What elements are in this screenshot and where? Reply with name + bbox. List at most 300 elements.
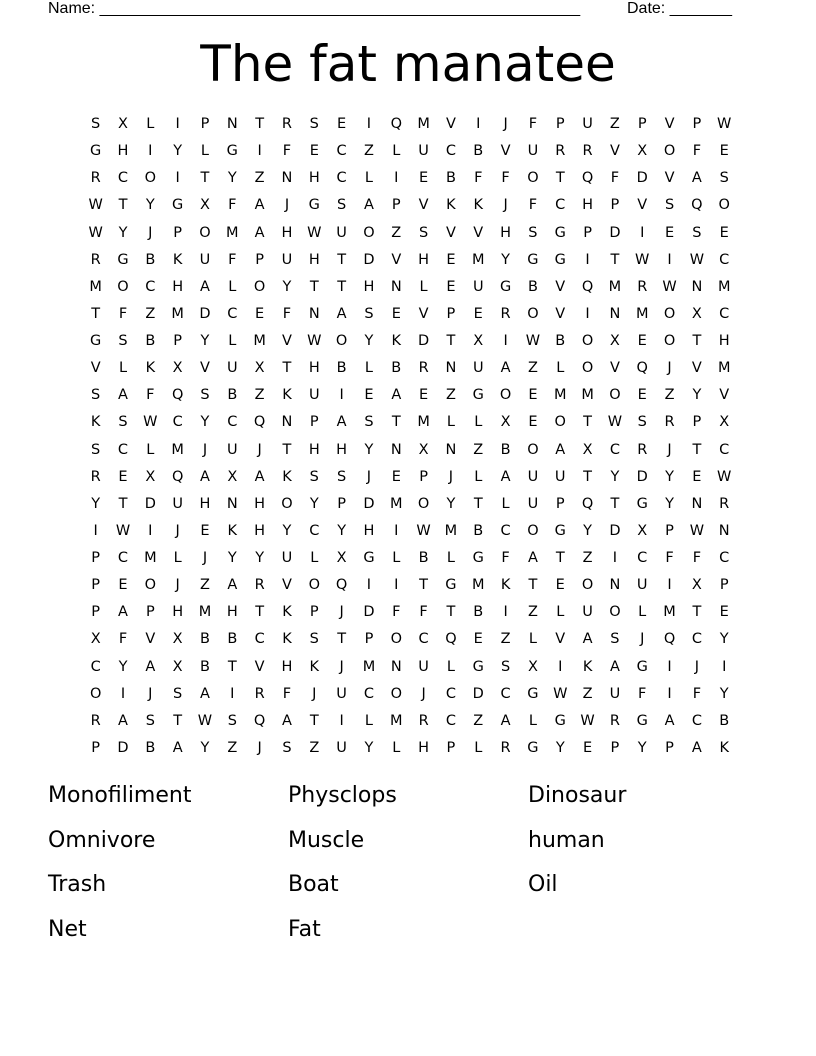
grid-letter[interactable]: A bbox=[200, 468, 210, 485]
grid-letter[interactable]: B bbox=[391, 360, 402, 377]
grid-letter[interactable]: W bbox=[580, 712, 595, 729]
grid-letter[interactable]: Y bbox=[501, 251, 511, 268]
grid-letter[interactable]: J bbox=[257, 441, 262, 458]
grid-letter[interactable]: Y bbox=[118, 658, 128, 675]
grid-letter[interactable]: T bbox=[692, 333, 702, 349]
grid-letter[interactable]: S bbox=[282, 739, 292, 756]
grid-letter[interactable]: N bbox=[226, 116, 238, 132]
grid-letter[interactable]: M bbox=[171, 441, 184, 458]
grid-letter[interactable]: Z bbox=[527, 360, 538, 377]
grid-letter[interactable]: E bbox=[118, 468, 128, 485]
grid-letter[interactable]: O bbox=[718, 197, 730, 214]
grid-letter[interactable]: L bbox=[392, 550, 401, 566]
grid-letter[interactable]: F bbox=[282, 143, 292, 160]
grid-letter[interactable]: G bbox=[226, 143, 238, 160]
grid-letter[interactable]: T bbox=[282, 441, 292, 458]
grid-letter[interactable]: U bbox=[336, 685, 347, 702]
grid-letter[interactable]: C bbox=[445, 685, 456, 702]
grid-letter[interactable]: W bbox=[635, 251, 650, 268]
grid-letter[interactable]: X bbox=[172, 658, 183, 675]
grid-letter[interactable]: S bbox=[91, 441, 101, 458]
grid-letter[interactable]: F bbox=[692, 143, 702, 160]
grid-letter[interactable]: O bbox=[363, 224, 375, 241]
grid-letter[interactable]: C bbox=[172, 414, 183, 431]
grid-letter[interactable]: Q bbox=[581, 495, 594, 512]
grid-letter[interactable]: R bbox=[582, 143, 593, 160]
grid-letter[interactable]: E bbox=[391, 468, 401, 485]
grid-letter[interactable]: M bbox=[144, 550, 157, 566]
grid-letter[interactable]: C bbox=[145, 278, 156, 295]
grid-letter[interactable]: C bbox=[691, 712, 702, 729]
grid-letter[interactable]: U bbox=[308, 387, 320, 404]
grid-letter[interactable]: E bbox=[719, 604, 729, 621]
grid-letter[interactable]: G bbox=[527, 739, 539, 756]
grid-letter[interactable]: H bbox=[281, 224, 293, 241]
grid-letter[interactable]: V bbox=[555, 278, 566, 295]
grid-letter[interactable]: A bbox=[254, 224, 265, 241]
grid-letter[interactable]: V bbox=[609, 360, 620, 377]
grid-letter[interactable]: L bbox=[392, 739, 401, 756]
grid-letter[interactable]: T bbox=[91, 305, 101, 322]
grid-letter[interactable]: F bbox=[501, 550, 510, 566]
grid-letter[interactable]: L bbox=[392, 143, 401, 160]
grid-letter[interactable]: U bbox=[336, 224, 347, 241]
grid-letter[interactable]: V bbox=[200, 360, 210, 377]
grid-letter[interactable]: C bbox=[445, 143, 456, 160]
grid-letter[interactable]: H bbox=[308, 251, 320, 268]
grid-letter[interactable]: T bbox=[446, 333, 456, 349]
grid-letter[interactable]: L bbox=[638, 604, 647, 621]
grid-letter[interactable]: Z bbox=[254, 170, 265, 187]
grid-letter[interactable]: L bbox=[528, 712, 537, 729]
grid-letter[interactable]: N bbox=[390, 658, 402, 675]
grid-letter[interactable]: S bbox=[692, 224, 702, 241]
grid-letter[interactable]: P bbox=[637, 116, 647, 132]
grid-letter[interactable]: C bbox=[637, 550, 648, 566]
grid-letter[interactable]: C bbox=[445, 712, 456, 729]
grid-letter[interactable]: P bbox=[200, 116, 210, 132]
grid-letter[interactable]: G bbox=[472, 550, 484, 566]
grid-letter[interactable]: P bbox=[91, 604, 101, 621]
grid-letter[interactable]: T bbox=[255, 116, 265, 132]
grid-letter[interactable]: K bbox=[473, 197, 484, 214]
grid-letter[interactable]: E bbox=[419, 170, 429, 187]
grid-letter[interactable]: H bbox=[226, 604, 238, 621]
grid-letter[interactable]: Z bbox=[391, 224, 402, 241]
grid-letter[interactable]: F bbox=[118, 305, 128, 322]
grid-letter[interactable]: D bbox=[472, 685, 484, 702]
grid-letter[interactable]: J bbox=[339, 658, 344, 675]
grid-letter[interactable]: C bbox=[90, 658, 101, 675]
grid-letter[interactable]: H bbox=[199, 495, 211, 512]
grid-letter[interactable]: B bbox=[473, 143, 484, 160]
grid-letter[interactable]: Q bbox=[335, 577, 348, 594]
grid-letter[interactable]: A bbox=[254, 197, 265, 214]
grid-letter[interactable]: G bbox=[308, 197, 320, 214]
grid-letter[interactable]: J bbox=[667, 360, 672, 377]
grid-letter[interactable]: B bbox=[527, 278, 538, 295]
grid-letter[interactable]: M bbox=[635, 305, 649, 322]
grid-letter[interactable]: K bbox=[227, 522, 238, 539]
grid-letter[interactable]: J bbox=[312, 685, 317, 702]
grid-letter[interactable]: V bbox=[254, 658, 265, 675]
grid-letter[interactable]: O bbox=[609, 387, 621, 404]
grid-letter[interactable]: O bbox=[390, 685, 402, 702]
grid-letter[interactable]: S bbox=[664, 197, 675, 214]
grid-letter[interactable]: Z bbox=[609, 116, 620, 132]
grid-letter[interactable]: M bbox=[390, 495, 403, 512]
grid-letter[interactable]: U bbox=[336, 739, 347, 756]
grid-letter[interactable]: M bbox=[171, 305, 184, 322]
grid-letter[interactable]: K bbox=[90, 414, 101, 431]
grid-letter[interactable]: Z bbox=[473, 712, 484, 729]
grid-letter[interactable]: F bbox=[392, 604, 401, 621]
grid-letter[interactable]: B bbox=[500, 441, 511, 458]
grid-letter[interactable]: B bbox=[445, 170, 456, 187]
grid-letter[interactable]: F bbox=[228, 197, 237, 214]
grid-letter[interactable]: L bbox=[419, 278, 428, 295]
grid-letter[interactable]: I bbox=[366, 577, 372, 594]
grid-letter[interactable]: X bbox=[172, 631, 183, 648]
grid-letter[interactable]: Q bbox=[636, 360, 648, 377]
grid-letter[interactable]: P bbox=[255, 251, 264, 268]
grid-letter[interactable]: G bbox=[445, 577, 457, 594]
grid-letter[interactable]: I bbox=[612, 550, 618, 566]
grid-letter[interactable]: V bbox=[391, 251, 402, 268]
grid-letter[interactable]: Y bbox=[364, 441, 374, 458]
grid-letter[interactable]: C bbox=[227, 305, 238, 322]
grid-letter[interactable]: U bbox=[281, 550, 293, 566]
grid-letter[interactable]: L bbox=[118, 360, 128, 377]
grid-letter[interactable]: N bbox=[609, 577, 621, 594]
grid-letter[interactable]: H bbox=[582, 197, 594, 214]
grid-letter[interactable]: Y bbox=[91, 495, 101, 512]
grid-letter[interactable]: F bbox=[501, 170, 510, 187]
grid-letter[interactable]: N bbox=[390, 278, 402, 295]
grid-letter[interactable]: A bbox=[500, 468, 511, 485]
grid-letter[interactable]: P bbox=[610, 739, 620, 756]
grid-letter[interactable]: Z bbox=[363, 143, 374, 160]
grid-letter[interactable]: I bbox=[503, 604, 508, 621]
grid-letter[interactable]: Y bbox=[446, 495, 456, 512]
grid-letter[interactable]: F bbox=[146, 387, 155, 404]
grid-letter[interactable]: M bbox=[553, 387, 567, 404]
grid-letter[interactable]: Y bbox=[719, 631, 729, 648]
grid-letter[interactable]: U bbox=[281, 251, 293, 268]
grid-letter[interactable]: W bbox=[607, 414, 623, 431]
grid-letter[interactable]: H bbox=[308, 360, 320, 377]
grid-letter[interactable]: O bbox=[117, 278, 129, 295]
grid-letter[interactable]: I bbox=[230, 685, 235, 702]
grid-letter[interactable]: W bbox=[689, 251, 705, 268]
grid-letter[interactable]: Q bbox=[663, 631, 676, 648]
grid-letter[interactable]: L bbox=[474, 468, 483, 485]
grid-letter[interactable]: H bbox=[363, 522, 375, 539]
grid-letter[interactable]: X bbox=[637, 143, 648, 160]
grid-letter[interactable]: B bbox=[145, 739, 156, 756]
grid-letter[interactable]: X bbox=[527, 658, 538, 675]
grid-letter[interactable]: G bbox=[472, 658, 484, 675]
grid-letter[interactable]: R bbox=[90, 170, 101, 187]
grid-letter[interactable]: S bbox=[418, 224, 429, 241]
grid-letter[interactable]: A bbox=[282, 712, 292, 729]
grid-letter[interactable]: O bbox=[581, 577, 594, 594]
grid-letter[interactable]: L bbox=[474, 414, 483, 431]
grid-letter[interactable]: A bbox=[391, 387, 402, 404]
grid-letter[interactable]: U bbox=[472, 360, 484, 377]
grid-letter[interactable]: I bbox=[585, 305, 590, 322]
grid-letter[interactable]: Y bbox=[692, 387, 702, 404]
grid-letter[interactable]: P bbox=[446, 739, 456, 756]
grid-letter[interactable]: S bbox=[309, 468, 319, 485]
grid-letter[interactable]: U bbox=[636, 577, 648, 594]
grid-letter[interactable]: I bbox=[640, 224, 645, 241]
grid-letter[interactable]: H bbox=[363, 278, 375, 295]
grid-letter[interactable]: K bbox=[719, 739, 729, 756]
grid-letter[interactable]: A bbox=[609, 658, 620, 675]
grid-letter[interactable]: N bbox=[691, 278, 703, 295]
grid-letter[interactable]: I bbox=[394, 522, 399, 539]
grid-letter[interactable]: Z bbox=[445, 387, 456, 404]
grid-letter[interactable]: I bbox=[585, 251, 590, 268]
grid-letter[interactable]: O bbox=[417, 495, 430, 512]
grid-letter[interactable]: U bbox=[609, 685, 621, 702]
grid-letter[interactable]: N bbox=[609, 305, 621, 322]
grid-letter[interactable]: A bbox=[664, 712, 675, 729]
grid-letter[interactable]: J bbox=[640, 631, 645, 648]
grid-letter[interactable]: O bbox=[527, 305, 539, 322]
grid-letter[interactable]: A bbox=[691, 170, 702, 187]
grid-letter[interactable]: C bbox=[500, 685, 511, 702]
grid-letter[interactable]: M bbox=[253, 333, 266, 349]
grid-letter[interactable]: R bbox=[555, 143, 566, 160]
grid-letter[interactable]: I bbox=[120, 685, 126, 702]
grid-letter[interactable]: K bbox=[282, 604, 292, 621]
grid-letter[interactable]: I bbox=[667, 685, 672, 702]
grid-letter[interactable]: D bbox=[363, 251, 375, 268]
grid-letter[interactable]: F bbox=[228, 251, 237, 268]
grid-letter[interactable]: R bbox=[90, 468, 101, 485]
grid-letter[interactable]: T bbox=[337, 631, 347, 648]
grid-letter[interactable]: A bbox=[582, 631, 593, 648]
grid-letter[interactable]: T bbox=[610, 495, 620, 512]
grid-letter[interactable]: Y bbox=[665, 468, 674, 485]
grid-letter[interactable]: D bbox=[144, 495, 156, 512]
grid-letter[interactable]: Y bbox=[173, 143, 183, 160]
grid-letter[interactable]: R bbox=[418, 712, 429, 729]
grid-letter[interactable]: D bbox=[117, 739, 129, 756]
grid-letter[interactable]: Q bbox=[390, 116, 402, 132]
grid-letter[interactable]: I bbox=[93, 522, 98, 539]
grid-letter[interactable]: U bbox=[172, 495, 183, 512]
grid-letter[interactable]: I bbox=[503, 333, 508, 349]
grid-letter[interactable]: S bbox=[528, 224, 538, 241]
grid-letter[interactable]: V bbox=[145, 631, 156, 648]
grid-letter[interactable]: Z bbox=[473, 441, 484, 458]
grid-letter[interactable]: X bbox=[254, 360, 265, 377]
grid-letter[interactable]: O bbox=[308, 577, 320, 594]
grid-letter[interactable]: R bbox=[90, 712, 101, 729]
grid-letter[interactable]: E bbox=[473, 305, 483, 322]
grid-letter[interactable]: E bbox=[255, 305, 265, 322]
grid-letter[interactable]: Z bbox=[309, 739, 320, 756]
grid-letter[interactable]: T bbox=[583, 414, 592, 431]
grid-letter[interactable]: C bbox=[117, 550, 129, 566]
grid-letter[interactable]: W bbox=[553, 685, 568, 702]
grid-letter[interactable]: L bbox=[501, 495, 510, 512]
grid-letter[interactable]: V bbox=[445, 224, 456, 241]
grid-letter[interactable]: W bbox=[717, 468, 732, 485]
grid-letter[interactable]: T bbox=[419, 577, 429, 594]
grid-letter[interactable]: M bbox=[472, 577, 485, 594]
grid-letter[interactable]: R bbox=[254, 685, 265, 702]
grid-letter[interactable]: E bbox=[719, 224, 729, 241]
grid-letter[interactable]: J bbox=[148, 685, 153, 702]
grid-letter[interactable]: H bbox=[418, 739, 430, 756]
grid-letter[interactable]: U bbox=[226, 441, 238, 458]
grid-letter[interactable]: X bbox=[473, 333, 484, 349]
grid-letter[interactable]: P bbox=[692, 116, 702, 132]
grid-letter[interactable]: R bbox=[500, 305, 511, 322]
grid-letter[interactable]: F bbox=[282, 685, 292, 702]
grid-letter[interactable]: I bbox=[257, 143, 262, 160]
grid-letter[interactable]: K bbox=[446, 197, 456, 214]
grid-letter[interactable]: X bbox=[90, 631, 101, 648]
grid-letter[interactable]: P bbox=[665, 739, 674, 756]
grid-letter[interactable]: G bbox=[527, 251, 539, 268]
grid-letter[interactable]: L bbox=[228, 333, 237, 349]
grid-letter[interactable]: N bbox=[226, 495, 238, 512]
grid-letter[interactable]: Y bbox=[227, 550, 237, 566]
grid-letter[interactable]: Y bbox=[200, 333, 210, 349]
grid-letter[interactable]: Y bbox=[665, 495, 674, 512]
grid-letter[interactable]: J bbox=[175, 577, 180, 594]
grid-letter[interactable]: W bbox=[307, 224, 322, 241]
grid-letter[interactable]: C bbox=[336, 170, 347, 187]
grid-letter[interactable]: V bbox=[473, 224, 484, 241]
grid-letter[interactable]: C bbox=[336, 143, 347, 160]
grid-letter[interactable]: V bbox=[555, 631, 566, 648]
grid-letter[interactable]: A bbox=[172, 739, 183, 756]
grid-letter[interactable]: G bbox=[90, 143, 102, 160]
grid-letter[interactable]: U bbox=[472, 278, 484, 295]
grid-letter[interactable]: O bbox=[527, 170, 539, 187]
grid-letter[interactable]: S bbox=[364, 414, 374, 431]
grid-letter[interactable]: P bbox=[555, 495, 565, 512]
grid-letter[interactable]: C bbox=[363, 685, 374, 702]
grid-letter[interactable]: W bbox=[416, 522, 431, 539]
grid-letter[interactable]: S bbox=[719, 170, 729, 187]
grid-letter[interactable]: S bbox=[309, 116, 319, 132]
grid-letter[interactable]: Q bbox=[581, 170, 594, 187]
grid-letter[interactable]: S bbox=[337, 197, 347, 214]
grid-letter[interactable]: C bbox=[418, 631, 429, 648]
grid-letter[interactable]: T bbox=[255, 604, 265, 621]
grid-letter[interactable]: D bbox=[199, 305, 211, 322]
grid-letter[interactable]: X bbox=[172, 360, 183, 377]
grid-letter[interactable]: L bbox=[364, 170, 373, 187]
grid-letter[interactable]: I bbox=[558, 658, 563, 675]
grid-letter[interactable]: G bbox=[363, 550, 375, 566]
grid-letter[interactable]: X bbox=[336, 550, 347, 566]
grid-letter[interactable]: P bbox=[692, 414, 702, 431]
grid-letter[interactable]: I bbox=[148, 143, 153, 160]
grid-letter[interactable]: U bbox=[554, 468, 566, 485]
grid-letter[interactable]: O bbox=[390, 631, 402, 648]
grid-letter[interactable]: Z bbox=[200, 577, 210, 594]
grid-letter[interactable]: O bbox=[499, 387, 512, 404]
grid-letter[interactable]: E bbox=[309, 143, 319, 160]
grid-letter[interactable]: T bbox=[118, 495, 128, 512]
grid-letter[interactable]: R bbox=[500, 739, 511, 756]
grid-letter[interactable]: P bbox=[145, 604, 155, 621]
grid-letter[interactable]: V bbox=[664, 170, 675, 187]
grid-letter[interactable]: X bbox=[719, 414, 730, 431]
grid-letter[interactable]: Z bbox=[582, 685, 593, 702]
grid-letter[interactable]: V bbox=[418, 305, 429, 322]
grid-letter[interactable]: T bbox=[118, 197, 128, 214]
grid-letter[interactable]: M bbox=[390, 712, 403, 729]
grid-letter[interactable]: R bbox=[637, 441, 648, 458]
grid-letter[interactable]: N bbox=[718, 522, 730, 539]
grid-letter[interactable]: K bbox=[282, 468, 292, 485]
grid-letter[interactable]: Q bbox=[581, 278, 594, 295]
grid-letter[interactable]: T bbox=[583, 468, 592, 485]
grid-letter[interactable]: S bbox=[118, 333, 128, 349]
grid-letter[interactable]: X bbox=[200, 197, 210, 214]
grid-letter[interactable]: E bbox=[719, 143, 729, 160]
grid-letter[interactable]: M bbox=[198, 604, 212, 621]
grid-letter[interactable]: F bbox=[692, 550, 702, 566]
grid-letter[interactable]: U bbox=[582, 116, 593, 132]
grid-letter[interactable]: U bbox=[199, 251, 211, 268]
grid-letter[interactable]: H bbox=[718, 333, 730, 349]
grid-letter[interactable]: R bbox=[719, 495, 730, 512]
grid-letter[interactable]: L bbox=[364, 712, 373, 729]
grid-letter[interactable]: W bbox=[197, 712, 213, 729]
grid-letter[interactable]: O bbox=[554, 414, 566, 431]
grid-letter[interactable]: V bbox=[555, 305, 566, 322]
grid-letter[interactable]: V bbox=[90, 360, 101, 377]
grid-letter[interactable]: P bbox=[173, 333, 183, 349]
grid-letter[interactable]: I bbox=[667, 577, 672, 594]
grid-letter[interactable]: P bbox=[719, 577, 729, 594]
grid-letter[interactable]: R bbox=[609, 712, 620, 729]
grid-letter[interactable]: C bbox=[309, 522, 320, 539]
grid-letter[interactable]: I bbox=[394, 170, 399, 187]
grid-letter[interactable]: F bbox=[692, 685, 702, 702]
grid-letter[interactable]: C bbox=[500, 522, 511, 539]
grid-letter[interactable]: B bbox=[555, 333, 566, 349]
grid-letter[interactable]: A bbox=[145, 658, 156, 675]
grid-letter[interactable]: A bbox=[227, 577, 238, 594]
name-field-label[interactable]: Name: ______________________________________________________ bbox=[48, 0, 581, 17]
grid-letter[interactable]: C bbox=[719, 251, 730, 268]
grid-letter[interactable]: P bbox=[91, 577, 101, 594]
grid-letter[interactable]: E bbox=[337, 116, 347, 132]
grid-letter[interactable]: L bbox=[200, 143, 210, 160]
grid-letter[interactable]: L bbox=[446, 550, 455, 566]
grid-letter[interactable]: M bbox=[417, 414, 430, 431]
grid-letter[interactable]: J bbox=[339, 604, 344, 621]
grid-letter[interactable]: T bbox=[692, 441, 702, 458]
grid-letter[interactable]: G bbox=[499, 278, 512, 295]
grid-letter[interactable]: T bbox=[528, 577, 538, 594]
grid-letter[interactable]: T bbox=[555, 550, 565, 566]
grid-letter[interactable]: R bbox=[281, 116, 292, 132]
grid-letter[interactable]: J bbox=[257, 739, 262, 756]
grid-letter[interactable]: Y bbox=[118, 224, 128, 241]
